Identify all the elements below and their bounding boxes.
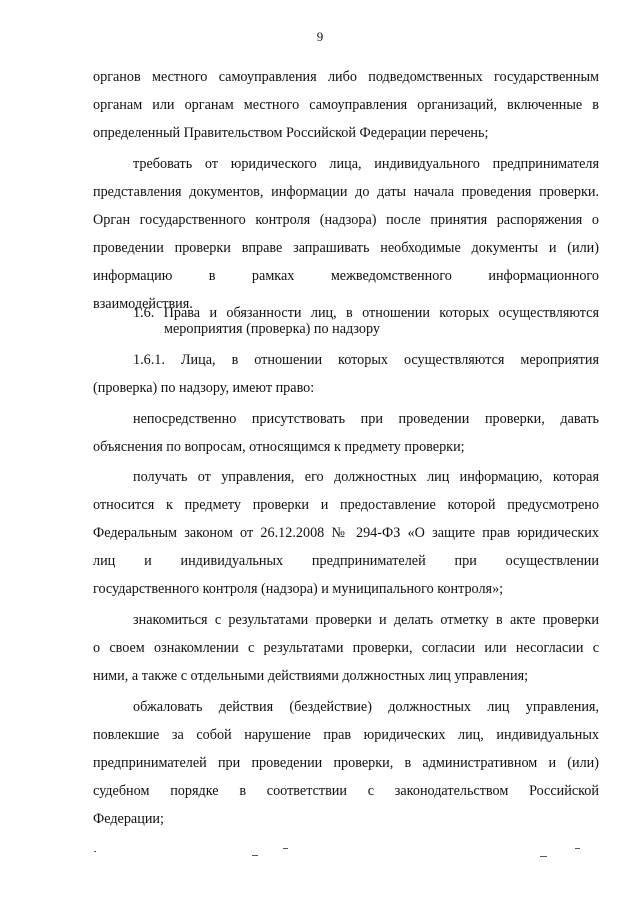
scan-speck (575, 848, 580, 849)
text-line: определенный Правительством Российской Федерации перечень; (93, 125, 489, 141)
text-line: Орган государственного контроля (надзора) после принятия распоряжения о (93, 212, 599, 228)
text-line: относится к предмету проверки и предоставление которой предусмотрено (93, 497, 599, 513)
text-line: 1.6.1. Лица, в отношении которых осуществляются мероприятия (133, 352, 599, 368)
text-line: непосредственно присутствовать при проведении проверки, давать (133, 411, 599, 427)
section-heading: 1.6. Права и обязанности лиц, в отношении которых осуществляются (133, 305, 599, 321)
text-line: получать от управления, его должностных лиц информацию, которая (133, 469, 599, 485)
text-line: органам или органам местного самоуправления организаций, включенные в (93, 97, 599, 113)
text-line: повлекшие за собой нарушение прав юридических лиц, индивидуальных (93, 727, 599, 743)
text-line: представления документов, информации до даты начала проведения проверки. (93, 184, 599, 200)
text-line: ними, а также с отдельными действиями должностных лиц управления; (93, 668, 529, 684)
text-line: предпринимателей при проведении проверки, в административном и (или) (93, 755, 599, 771)
text-line: Федерации; (93, 811, 164, 827)
scan-speck (540, 856, 547, 857)
text-line: знакомиться с результатами проверки и делать отметку в акте проверки (133, 612, 599, 628)
text-line: взаимодействия. (93, 296, 193, 312)
text-line: проведении проверки вправе запрашивать необходимые документы и (или) (93, 240, 599, 256)
text-line: обжаловать действия (бездействие) должностных лиц управления, (133, 699, 599, 715)
page-number: 9 (316, 29, 324, 44)
text-line: информацию в рамках межведомственного информационного (93, 268, 599, 284)
text-line: органов местного самоуправления либо подведомственных государственным (93, 69, 599, 85)
text-line: Федеральным законом от 26.12.2008 № 294-ФЗ «О защите прав юридических (93, 525, 599, 541)
scan-speck (94, 851, 96, 852)
text-line: государственного контроля (надзора) и муниципального контроля»; (93, 581, 504, 597)
text-line: объяснения по вопросам, относящимся к предмету проверки; (93, 439, 465, 455)
text-line: требовать от юридического лица, индивидуального предпринимателя (133, 156, 599, 172)
text-line: (проверка) по надзору, имеют право: (93, 380, 315, 396)
section-heading: мероприятия (проверка) по надзору (164, 321, 381, 337)
scan-speck (283, 848, 288, 849)
text-line: судебном порядке в соответствии с законодательством Российской (93, 783, 599, 799)
text-line: лиц и индивидуальных предпринимателей при осуществлении (93, 553, 599, 569)
text-line: о своем ознакомлении с результатами проверки, согласии или несогласии с (93, 640, 599, 656)
scan-speck (252, 855, 258, 856)
